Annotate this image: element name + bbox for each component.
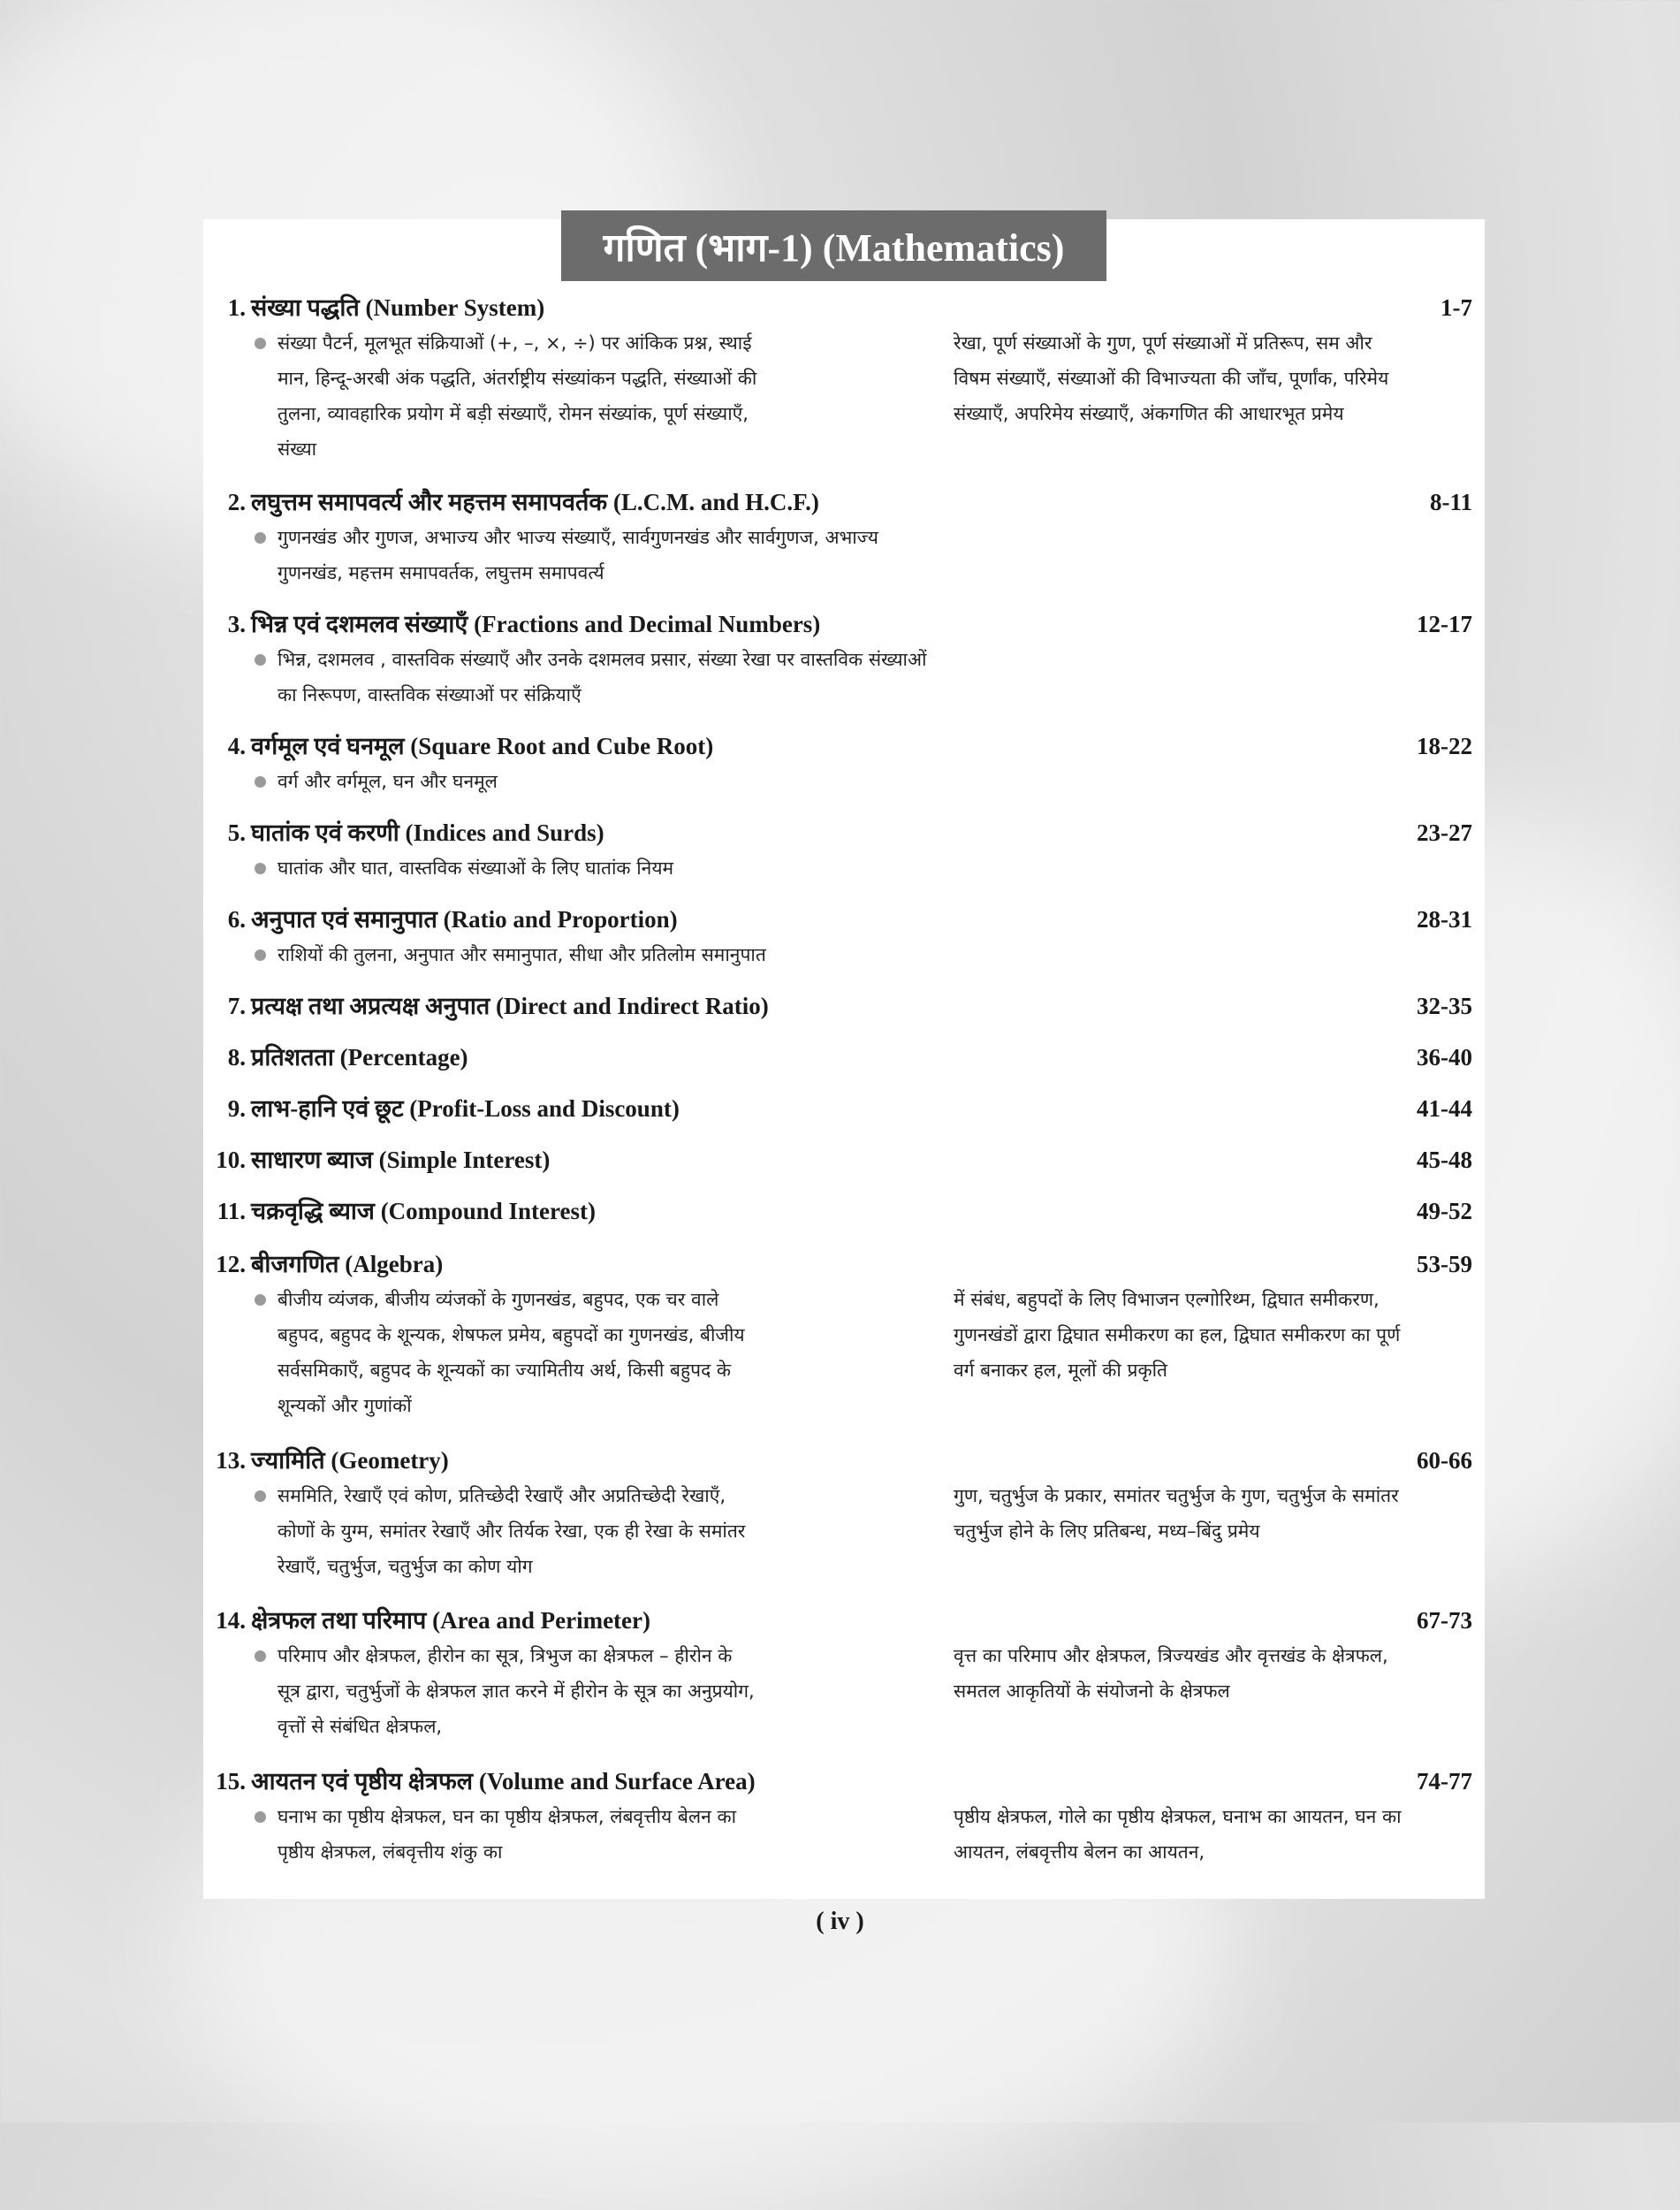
- entry-number: 15.: [216, 1768, 246, 1795]
- entry-number: 11.: [217, 1198, 246, 1224]
- toc-entry-heading: [209, 1193, 1472, 1229]
- description-right-column: [954, 1799, 1413, 1870]
- entry-description: [251, 937, 1472, 972]
- entry-title: साधारण ब्याज (Simple Interest): [251, 1147, 551, 1173]
- entry-pages: 53-59: [1417, 1251, 1472, 1277]
- toc-entry: [209, 988, 1472, 1024]
- toc-entry-heading: [209, 815, 1472, 850]
- toc-entry: [209, 1040, 1472, 1075]
- toc-entry-heading: [209, 988, 1472, 1024]
- description-left-column: [251, 325, 759, 467]
- toc-entry: [209, 606, 1472, 713]
- entry-description: [251, 764, 1472, 799]
- description-text: रेखा, पूर्ण संख्याओं के गुण, पूर्ण संख्याओं में प्रतिरूप, सम और विषम संख्याएँ, संख्याओं की विभाज्यता की जाँच, पूर्णांक, परिमेय संख्याएँ, अपरिमेय संख्याएँ, अंकगणित की आधारभूत प्रमेय: [954, 332, 1389, 424]
- entry-pages: 74-77: [1417, 1768, 1472, 1795]
- entry-number: 9.: [227, 1095, 246, 1122]
- toc-entry-heading: [209, 484, 1472, 520]
- entry-number: 5.: [227, 819, 246, 846]
- description-column: [251, 520, 940, 591]
- toc-entry-heading: [209, 728, 1472, 764]
- description-text: गुणनखंड और गुणज, अभाज्य और भाज्य संख्याएँ, सार्वगुणनखंड और सार्वगुणज, अभाज्य गुणनखंड, महत्तम समापवर्तक, लघुत्तम समापवर्त्य: [277, 527, 878, 583]
- bullet-icon: [255, 1811, 266, 1823]
- toc-entry: [209, 1193, 1472, 1229]
- entry-title: घातांक एवं करणी (Indices and Surds): [251, 819, 604, 846]
- entry-pages: 49-52: [1417, 1198, 1472, 1224]
- description-text: घातांक और घात, वास्तविक संख्याओं के लिए घातांक नियम: [277, 857, 674, 879]
- entry-title: बीजगणित (Algebra): [251, 1251, 444, 1277]
- toc-entry: [209, 290, 1472, 467]
- description-left-column: [251, 1282, 759, 1423]
- entry-description: [251, 1799, 1472, 1870]
- description-text: राशियों की तुलना, अनुपात और समानुपात, सीधा और प्रतिलोम समानुपात: [277, 944, 766, 965]
- description-text: वर्ग और वर्गमूल, घन और घनमूल: [277, 771, 498, 792]
- description-right-column: [954, 325, 1413, 467]
- entry-description: [251, 642, 1472, 713]
- toc-entry: [209, 1091, 1472, 1126]
- bullet-icon: [255, 654, 266, 666]
- entry-number: 7.: [227, 993, 246, 1019]
- entry-number: 10.: [216, 1147, 246, 1173]
- bullet-icon: [255, 776, 266, 788]
- toc-entry-heading: [209, 1040, 1472, 1075]
- entry-title: वर्गमूल एवं घनमूल (Square Root and Cube Root): [251, 733, 714, 759]
- description-text: गुण, चतुर्भुज के प्रकार, समांतर चतुर्भुज के गुण, चतुर्भुज के समांतर चतुर्भुज होने के लिए प्रतिबन्ध, मध्य–बिंदु प्रमेय: [954, 1485, 1399, 1542]
- entry-pages: 32-35: [1417, 993, 1472, 1019]
- entry-number: 4.: [227, 733, 246, 759]
- description-text: बीजीय व्यंजक, बीजीय व्यंजकों के गुणनखंड, बहुपद, एक चर वाले बहुपद, बहुपद के शून्यक, शेषफल प्रमेय, बहुपदों का गुणनखंड, बीजीय सर्वसमिकाएँ, बहुपद के शून्यकों का ज्यामितीय अर्थ, किसी बहुपद के शून्यकों और गुणांकों: [277, 1289, 745, 1416]
- toc-entry-heading: [209, 1603, 1472, 1638]
- toc-entry-heading: [209, 902, 1472, 937]
- entry-title: क्षेत्रफल तथा परिमाप (Area and Perimeter): [251, 1607, 651, 1634]
- entry-description: [251, 520, 1472, 591]
- toc-entry: [209, 1142, 1472, 1177]
- entry-title: लघुत्तम समापवर्त्य और महत्तम समापवर्तक (L.C.M. and H.C.F.): [251, 489, 819, 515]
- bullet-icon: [255, 532, 266, 544]
- description-left-column: [251, 1799, 759, 1870]
- toc-entry: [209, 1764, 1472, 1870]
- entry-pages: 60-66: [1417, 1447, 1472, 1474]
- description-left-column: [251, 1478, 759, 1584]
- bullet-icon: [255, 863, 266, 874]
- bullet-icon: [255, 1294, 266, 1306]
- entry-pages: 1-7: [1441, 294, 1472, 321]
- entry-description: [251, 325, 1472, 467]
- entry-number: 14.: [216, 1607, 246, 1634]
- entry-pages: 67-73: [1417, 1607, 1472, 1634]
- description-text: में संबंध, बहुपदों के लिए विभाजन एल्गोरिथ्म, द्विघात समीकरण, गुणनखंडों द्वारा द्विघात समीकरण का हल, द्विघात समीकरण का पूर्ण वर्ग बनाकर हल, मूलों की प्रकृति: [954, 1289, 1401, 1381]
- entry-title: चक्रवृद्धि ब्याज (Compound Interest): [251, 1198, 596, 1224]
- toc-entry-heading: [209, 1142, 1472, 1177]
- entry-title: संख्या पद्धति (Number System): [251, 294, 545, 321]
- toc-entry: [209, 728, 1472, 799]
- entry-pages: 23-27: [1417, 819, 1472, 846]
- toc-entry: [209, 815, 1472, 886]
- entry-title: भिन्न एवं दशमलव संख्याएँ (Fractions and Decimal Numbers): [251, 611, 821, 637]
- bullet-icon: [255, 949, 266, 961]
- description-right-column: [954, 1478, 1413, 1584]
- entry-pages: 36-40: [1417, 1044, 1472, 1071]
- page-number: ( iv ): [816, 1908, 864, 1935]
- toc-entry-heading: [209, 1246, 1472, 1282]
- description-column: [251, 642, 940, 713]
- toc-entry: [209, 484, 1472, 591]
- entry-title: लाभ-हानि एवं छूट (Profit-Loss and Discount): [251, 1095, 680, 1122]
- description-text: सममिति, रेखाएँ एवं कोण, प्रतिच्छेदी रेखाएँ और अप्रतिच्छेदी रेखाएँ, कोणों के युग्म, समांतर रेखाएँ और तिर्यक रेखा, एक ही रेखा के समांतर रेखाएँ, चतुर्भुज, चतुर्भुज का कोण योग: [277, 1485, 746, 1577]
- description-text: घनाभ का पृष्ठीय क्षेत्रफल, घन का पृष्ठीय क्षेत्रफल, लंबवृत्तीय बेलन का पृष्ठीय क्षेत्रफल, लंबवृत्तीय शंकु का: [277, 1806, 737, 1863]
- toc-entry-heading: [209, 1091, 1472, 1126]
- entry-pages: 28-31: [1417, 906, 1472, 933]
- entry-pages: 18-22: [1417, 733, 1472, 759]
- entry-title: प्रत्यक्ष तथा अप्रत्यक्ष अनुपात (Direct and Indirect Ratio): [251, 993, 769, 1019]
- description-text: परिमाप और क्षेत्रफल, हीरोन का सूत्र, त्रिभुज का क्षेत्रफल – हीरोन के सूत्र द्वारा, चतुर्भुजों के क्षेत्रफल ज्ञात करने में हीरोन के सूत्र का अनुप्रयोग, वृत्तों से संबंधित क्षेत्रफल,: [277, 1645, 755, 1737]
- description-right-column: [954, 1282, 1413, 1423]
- entry-number: 1.: [227, 294, 246, 321]
- toc-entry: [209, 1603, 1472, 1744]
- entry-title: ज्यामिति (Geometry): [251, 1447, 449, 1474]
- entry-number: 6.: [227, 906, 246, 933]
- bullet-icon: [255, 1650, 266, 1662]
- description-text: भिन्न, दशमलव , वास्तविक संख्याएँ और उनके दशमलव प्रसार, संख्या रेखा पर वास्तविक संख्याओं का निरूपण, वास्तविक संख्याओं पर संक्रियाएँ: [277, 649, 927, 705]
- entry-number: 3.: [227, 611, 246, 637]
- entry-title: अनुपात एवं समानुपात (Ratio and Proportion): [251, 906, 678, 933]
- description-right-column: [954, 1638, 1413, 1744]
- entry-pages: 12-17: [1417, 611, 1472, 637]
- entry-pages: 8-11: [1429, 489, 1472, 515]
- toc-entry: [209, 1246, 1472, 1423]
- entry-pages: 41-44: [1417, 1095, 1472, 1122]
- description-text: पृष्ठीय क्षेत्रफल, गोले का पृष्ठीय क्षेत्रफल, घनाभ का आयतन, घन का आयतन, लंबवृत्तीय बेलन का आयतन,: [954, 1806, 1402, 1863]
- toc-entry-heading: [209, 606, 1472, 642]
- toc-entry: [209, 1443, 1472, 1584]
- entry-description: [251, 850, 1472, 886]
- description-text: संख्या पैटर्न, मूलभूत संक्रियाओं (+, –, ×, ÷) पर आंकिक प्रश्न, स्थाई मान, हिन्दू-अरबी अंक पद्धति, अंतर्राष्ट्रीय संख्यांकन पद्धति, संख्याओं की तुलना, व्यावहारिक प्रयोग में बड़ी संख्याएँ, रोमन संख्यांक, पूर्ण संख्याएँ, संख्या: [277, 332, 757, 460]
- toc-entry-heading: [209, 290, 1472, 325]
- page-title: गणित (भाग-1) (Mathematics): [561, 210, 1106, 281]
- entry-number: 12.: [216, 1251, 246, 1277]
- toc-entry-heading: [209, 1764, 1472, 1799]
- description-column: [251, 850, 940, 886]
- description-column: [251, 937, 940, 972]
- toc-entry-heading: [209, 1443, 1472, 1478]
- description-column: [251, 764, 940, 799]
- entry-description: [251, 1282, 1472, 1423]
- entry-number: 13.: [216, 1447, 246, 1474]
- entry-title: आयतन एवं पृष्ठीय क्षेत्रफल (Volume and Surface Area): [251, 1768, 756, 1795]
- bullet-icon: [255, 1490, 266, 1502]
- bullet-icon: [255, 338, 266, 349]
- description-left-column: [251, 1638, 759, 1744]
- description-text: वृत्त का परिमाप और क्षेत्रफल, त्रिज्यखंड और वृत्तखंड के क्षेत्रफल, समतल आकृतियों के संयोजनो के क्षेत्रफल: [954, 1645, 1388, 1702]
- entry-number: 2.: [227, 489, 246, 515]
- entry-description: [251, 1638, 1472, 1744]
- entry-pages: 45-48: [1417, 1147, 1472, 1173]
- entry-number: 8.: [227, 1044, 246, 1071]
- entry-description: [251, 1478, 1472, 1584]
- toc-entry: [209, 902, 1472, 972]
- entry-title: प्रतिशतता (Percentage): [251, 1044, 468, 1071]
